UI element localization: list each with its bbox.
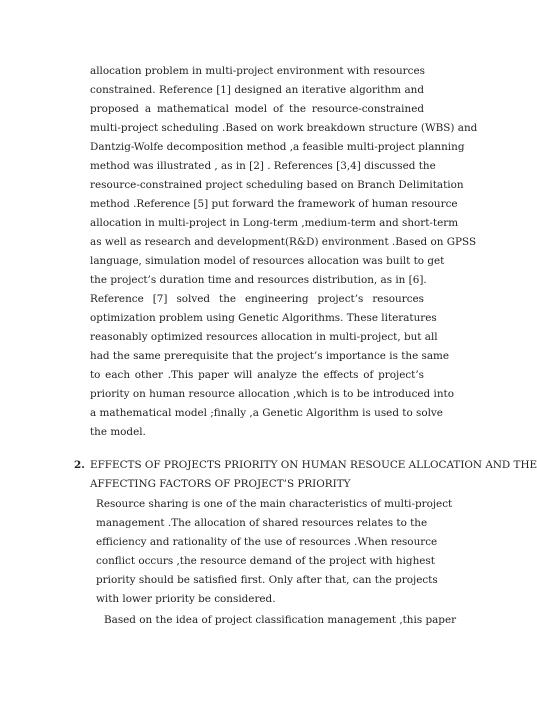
text-line: language, simulation model of resources allocation was built to get (90, 255, 445, 267)
text-line: priority on human resource allocation ,which is to be introduced into (90, 388, 454, 400)
text-line: method was illustrated , as in [2] . References [3,4] discussed the (90, 160, 436, 172)
text-line: conflict occurs ,the resource demand of the project with highest (96, 555, 435, 567)
text-line: priority should be satisfied first. Only after that, can the projects (96, 574, 438, 586)
text-line: Dantzig-Wolfe decomposition method ,a feasible multi-project planning (90, 141, 465, 153)
text-line: proposed a mathematical model of the resource-constrained (90, 103, 424, 115)
text-line: a mathematical model ;finally ,a Genetic Algorithm is used to solve (90, 407, 443, 419)
text-line: the model. (90, 426, 146, 438)
text-line: Reference [7] solved the engineering project’s resources (90, 293, 424, 305)
text-line: Resource sharing is one of the main characteristics of multi-project (96, 498, 453, 510)
text-line: the project’s duration time and resources distribution, as in [6]. (90, 274, 427, 286)
section-title-line: AFFECTING FACTORS OF PROJECT’S PRIORITY (90, 478, 351, 490)
text-line: with lower priority be considered. (96, 593, 276, 605)
section-number: 2. (74, 459, 85, 471)
text-line: method .Reference [5] put forward the framework of human resource (90, 198, 458, 210)
section-title-line: EFFECTS OF PROJECTS PRIORITY ON HUMAN RESOUCE ALLOCATION AND THE (90, 459, 537, 471)
text-line: to each other .This paper will analyze the effects of project’s (90, 369, 424, 381)
text-line: constrained. Reference [1] designed an iterative algorithm and (90, 84, 424, 96)
text-line: Based on the idea of project classification management ,this paper (104, 614, 457, 626)
text-line: efficiency and rationality of the use of resources .When resource (96, 536, 438, 548)
text-line: optimization problem using Genetic Algorithms. These literatures (90, 312, 437, 324)
text-line: resource-constrained project scheduling based on Branch Delimitation (90, 179, 464, 191)
text-line: as well as research and development(R&D) environment .Based on GPSS (90, 236, 477, 248)
text-line: allocation in multi-project in Long-term ,medium-term and short-term (90, 217, 459, 229)
text-line: allocation problem in multi-project environment with resources (90, 65, 425, 77)
text-line: reasonably optimized resources allocation in multi-project, but all (90, 331, 438, 343)
text-line: management .The allocation of shared resources relates to the (96, 517, 428, 529)
text-line: had the same prerequisite that the project’s importance is the same (90, 350, 450, 362)
text-line: multi-project scheduling .Based on work breakdown structure (WBS) and (90, 122, 478, 134)
